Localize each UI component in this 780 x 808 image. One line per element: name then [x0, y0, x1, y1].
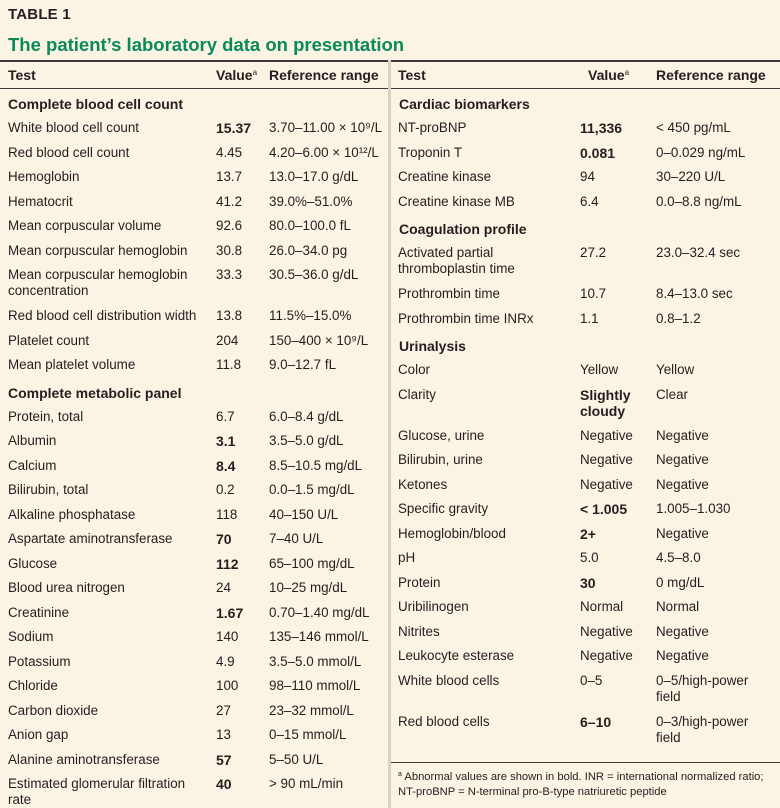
table-row [391, 571, 780, 596]
reference-range: 3.5–5.0 mmol/L [269, 653, 362, 669]
test-name: Glucose, urine [398, 427, 485, 443]
test-value: 2+ [580, 525, 596, 542]
reference-range: 0.70–1.40 mg/dL [269, 604, 370, 620]
table-row [0, 772, 388, 807]
left-column [0, 60, 388, 808]
table-row [0, 503, 388, 528]
reference-range: Negative [656, 525, 709, 541]
test-value: 140 [216, 629, 239, 644]
reference-range: Yellow [656, 362, 695, 377]
test-value: 70 [216, 531, 232, 547]
test-name: Red blood cell distribution width [8, 308, 197, 323]
reference-range: 11.5%–15.0% [269, 308, 352, 323]
test-value: 5.0 [580, 550, 599, 565]
test-value: 41.2 [216, 193, 243, 209]
test-name: Anion gap [8, 727, 69, 742]
reference-range: Negative [656, 476, 709, 492]
reference-range: < 450 pg/mL [656, 120, 731, 135]
table-label: TABLE 1 [8, 6, 71, 23]
test-value: 10.7 [580, 286, 607, 301]
table-row [0, 165, 388, 190]
table-row [0, 239, 388, 264]
test-value: 40 [216, 776, 232, 792]
reference-range: 0.0–8.8 ng/mL [656, 193, 742, 209]
test-value: 1.67 [216, 604, 244, 621]
header-value-footnote-mark: a [252, 68, 258, 77]
right-header-row [391, 60, 780, 89]
test-name: White blood cells [398, 672, 500, 688]
reference-range: 8.4–13.0 sec [656, 286, 733, 301]
header-reference-range: Reference range [656, 67, 766, 83]
table-row [391, 473, 780, 498]
test-name: Color [398, 362, 430, 377]
table-row [0, 214, 388, 239]
test-value: 4.9 [216, 653, 235, 669]
test-value: 11,336 [580, 120, 623, 136]
table-row [391, 546, 780, 571]
left-sections [0, 92, 388, 807]
test-value: 13.7 [216, 169, 243, 184]
test-value: 118 [216, 506, 238, 522]
reference-range: 7–40 U/L [269, 531, 324, 546]
test-value: 6.4 [580, 193, 599, 209]
table-row [0, 601, 388, 626]
reference-range: 30–220 U/L [656, 169, 726, 184]
test-name: Protein, total [8, 408, 84, 424]
reference-range: Negative [656, 623, 709, 639]
reference-range: 135–146 mmol/L [269, 629, 369, 644]
table-row [0, 329, 388, 354]
table-row [391, 241, 780, 282]
test-value: 24 [216, 580, 231, 595]
test-name: Sodium [8, 629, 54, 644]
test-name: Alkaline phosphatase [8, 506, 136, 522]
test-name: Specific gravity [398, 501, 489, 516]
test-value: Slightly cloudy [580, 386, 631, 419]
section-heading: Complete blood cell count [8, 96, 184, 112]
table-row [391, 307, 780, 332]
table-row [0, 699, 388, 724]
reference-range: 1.005–1.030 [656, 501, 731, 516]
test-name: Chloride [8, 678, 58, 693]
test-value: 4.45 [216, 144, 243, 160]
test-value: 11.8 [216, 357, 242, 372]
table-row [0, 141, 388, 166]
test-value: 100 [216, 678, 239, 693]
table-row [0, 552, 388, 577]
test-name: Clarity [398, 386, 436, 402]
test-name: Creatine kinase MB [398, 193, 515, 209]
header-reference-range: Reference range [269, 67, 379, 83]
test-name: Albumin [8, 433, 57, 448]
reference-range: 0.0–1.5 mg/dL [269, 482, 355, 497]
reference-range: 23–32 mmol/L [269, 702, 354, 718]
reference-range: 3.5–5.0 g/dL [269, 433, 344, 448]
table-row [391, 669, 780, 710]
test-name: pH [398, 550, 416, 565]
reference-range: Negative [656, 452, 709, 467]
test-name: NT-proBNP [398, 120, 467, 135]
test-name: Leukocyte esterase [398, 648, 515, 663]
table-row [391, 522, 780, 547]
test-value: 0–5 [580, 672, 603, 688]
footnote [391, 762, 780, 800]
reference-range: 0–0.029 ng/mL [656, 144, 746, 160]
reference-range: 39.0%–51.0% [269, 193, 353, 209]
table-row [391, 497, 780, 522]
reference-range: Negative [656, 427, 709, 443]
section-heading: Urinalysis [399, 338, 466, 354]
test-value: 15.37 [216, 120, 252, 136]
table-row [391, 282, 780, 307]
test-value: 112 [216, 555, 239, 572]
test-name: Calcium [8, 457, 57, 473]
test-value: 1.1 [580, 310, 599, 326]
test-value: Negative [580, 476, 633, 492]
header-test: Test [398, 67, 426, 83]
test-name: Glucose [8, 555, 58, 571]
right-sections [391, 92, 780, 751]
test-value: Negative [580, 648, 633, 663]
table-row [0, 263, 388, 304]
test-name: Prothrombin time INRx [398, 310, 534, 326]
test-name: Alanine aminotransferase [8, 751, 160, 767]
test-name: Mean corpuscular hemoglobin [8, 242, 188, 258]
test-value: Negative [580, 452, 633, 467]
table-row [0, 527, 388, 552]
reference-range: Clear [656, 386, 688, 402]
reference-range: 4.20–6.00 × 10¹²/L [269, 144, 379, 160]
test-name: Platelet count [8, 332, 90, 348]
table-row [0, 353, 388, 378]
reference-range: 98–110 mmol/L [269, 678, 361, 693]
reference-range: Negative [656, 648, 709, 663]
test-value: 0.081 [580, 144, 616, 161]
test-value: 27 [216, 702, 231, 718]
test-value: 8.4 [216, 457, 236, 474]
reference-range: 30.5–36.0 g/dL [269, 267, 359, 282]
table-row [0, 405, 388, 430]
reference-range: 0–5/high-power field [656, 672, 749, 704]
test-name: Troponin T [398, 144, 463, 160]
test-name: Ketones [398, 476, 448, 492]
footnote-mark: a [398, 771, 402, 778]
test-value: 204 [216, 332, 239, 348]
test-name: Uribilinogen [398, 599, 469, 614]
table-row [391, 141, 780, 166]
test-value: 13 [216, 727, 231, 742]
table-row [0, 625, 388, 650]
test-name: Hemoglobin [8, 169, 80, 184]
reference-range: 3.70–11.00 × 10⁹/L [269, 120, 383, 135]
test-name: Estimated glomerular filtration rate [8, 776, 186, 807]
reference-range: > 90 mL/min [269, 776, 344, 791]
table-row [391, 620, 780, 645]
reference-range: 40–150 U/L [269, 506, 339, 522]
reference-range: 13.0–17.0 g/dL [269, 169, 359, 184]
section-heading: Cardiac biomarkers [399, 96, 530, 112]
test-value: Normal [580, 599, 624, 614]
table-row [0, 190, 388, 215]
test-value: 30.8 [216, 242, 243, 258]
reference-range: 150–400 × 10⁹/L [269, 332, 369, 348]
reference-range: 0–15 mmol/L [269, 727, 347, 742]
test-value: 0.2 [216, 482, 235, 497]
header-test: Test [8, 67, 36, 83]
reference-range: 8.5–10.5 mg/dL [269, 457, 363, 473]
table-row [0, 723, 388, 748]
test-name: Creatine kinase [398, 169, 492, 184]
test-value: 27.2 [580, 245, 607, 260]
reference-range: Normal [656, 599, 700, 614]
test-value: 92.6 [216, 218, 243, 233]
table-row [391, 448, 780, 473]
test-name: Red blood cells [398, 713, 490, 729]
test-name: Creatinine [8, 604, 70, 620]
reference-range: 0–3/high-power field [656, 713, 749, 745]
reference-range: 10–25 mg/dL [269, 580, 348, 595]
table-row [391, 710, 780, 751]
reference-range: 0 mg/dL [656, 574, 705, 590]
test-value: 13.8 [216, 308, 243, 323]
test-value: 30 [580, 574, 596, 591]
right-column [391, 60, 780, 808]
test-name: Prothrombin time [398, 286, 500, 301]
test-name: Bilirubin, urine [398, 452, 483, 467]
test-name: Mean corpuscular volume [8, 218, 162, 233]
test-value: Negative [580, 623, 633, 639]
test-value: Negative [580, 427, 633, 443]
table-row [391, 190, 780, 215]
table-row [0, 116, 388, 141]
table-title: The patient’s laboratory data on presentation [8, 34, 405, 55]
table-row [0, 304, 388, 329]
table-row [0, 478, 388, 503]
test-name: Red blood cell count [8, 144, 130, 160]
table-row [0, 429, 388, 454]
test-value: 6–10 [580, 713, 612, 730]
reference-range: 4.5–8.0 [656, 550, 701, 565]
reference-range: 65–100 mg/dL [269, 555, 355, 571]
test-name: Mean corpuscular hemoglobin concentration [8, 267, 188, 298]
header-value-footnote-mark: a [624, 68, 630, 77]
table-row [391, 116, 780, 141]
test-value: 6.7 [216, 408, 235, 424]
table-row [391, 595, 780, 620]
test-name: Hematocrit [8, 193, 73, 209]
reference-range: 6.0–8.4 g/dL [269, 408, 344, 424]
section-heading: Complete metabolic panel [8, 384, 182, 401]
test-name: Mean platelet volume [8, 357, 136, 372]
footnote-text: Abnormal values are shown in bold. INR = international normalized ratio; NT-proBNP = N-terminal pro-B-type natriuretic peptide [398, 771, 764, 798]
test-name: White blood cell count [8, 120, 140, 135]
test-name: Carbon dioxide [8, 702, 99, 718]
reference-range: 9.0–12.7 fL [269, 357, 337, 372]
table-row [391, 165, 780, 190]
section-heading: Coagulation profile [399, 221, 527, 237]
test-value: 33.3 [216, 267, 243, 282]
test-value: Yellow [580, 362, 619, 377]
reference-range: 26.0–34.0 pg [269, 242, 348, 258]
reference-range: 23.0–32.4 sec [656, 245, 741, 260]
test-value: 94 [580, 169, 595, 184]
test-value: 57 [216, 751, 232, 768]
table-row [391, 358, 780, 383]
reference-range: 0.8–1.2 [656, 310, 701, 326]
test-name: Blood urea nitrogen [8, 580, 125, 595]
reference-range: 80.0–100.0 fL [269, 218, 351, 233]
table-row [0, 674, 388, 699]
test-name: Nitrites [398, 623, 440, 639]
test-name: Activated partial thromboplastin time [398, 245, 515, 276]
table-row [0, 650, 388, 675]
table-row [0, 748, 388, 773]
test-value: 3.1 [216, 433, 236, 449]
test-name: Aspartate aminotransferase [8, 531, 173, 546]
test-name: Bilirubin, total [8, 482, 89, 497]
table-row [0, 576, 388, 601]
test-name: Protein [398, 574, 441, 590]
table-row [391, 383, 780, 424]
left-header-row [0, 60, 388, 89]
test-value: < 1.005 [580, 501, 628, 517]
table-row [391, 644, 780, 669]
test-name: Potassium [8, 653, 71, 669]
header-value: Value$^a$ [588, 67, 630, 83]
table-row [0, 454, 388, 479]
test-name: Hemoglobin/blood [398, 525, 506, 541]
header-value: Value$^a$ [216, 67, 258, 83]
reference-range: 5–50 U/L [269, 751, 324, 767]
table-row [391, 424, 780, 449]
